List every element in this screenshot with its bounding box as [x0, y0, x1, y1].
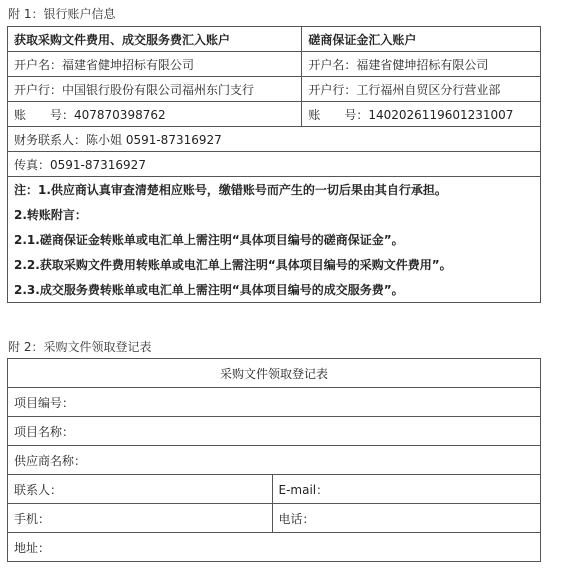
- table-row: [8, 533, 541, 562]
- appendix1-caption: 附 1：银行账户信息: [8, 7, 116, 21]
- table-row: [8, 102, 541, 127]
- table-row: [8, 277, 541, 303]
- finance-contact: 财务联系人：陈小姐 0591-87316927: [8, 127, 541, 152]
- table-row: [8, 77, 541, 102]
- mobile-field[interactable]: 手机：: [8, 504, 273, 533]
- form-title: 采购文件领取登记表: [8, 359, 541, 388]
- note-line: 2.3.成交服务费转账单或电汇单上需注明“具体项目编号的成交服务费”。: [8, 277, 541, 303]
- fee-account-number: 账 号：407870398762: [8, 102, 302, 127]
- table-row: [8, 202, 541, 227]
- table-row: [8, 252, 541, 277]
- appendix2-caption: 附 2：采购文件领取登记表: [8, 340, 152, 354]
- project-name-field[interactable]: 项目名称：: [8, 417, 541, 446]
- note-line: 2.1.磋商保证金转账单或电汇单上需注明“具体项目编号的磋商保证金”。: [8, 227, 541, 252]
- table-row: [8, 227, 541, 252]
- table-row: [8, 388, 541, 417]
- table-row: [8, 475, 541, 504]
- fee-account-name: 开户名：福建省健坤招标有限公司: [8, 52, 302, 77]
- project-number-field[interactable]: 项目编号：: [8, 388, 541, 417]
- table-row: [8, 127, 541, 152]
- table-row: [8, 504, 541, 533]
- table-row: [8, 417, 541, 446]
- registration-form-table: [7, 358, 541, 562]
- table-row: [8, 152, 541, 177]
- fee-account-bank: 开户行：中国银行股份有限公司福州东门支行: [8, 77, 302, 102]
- email-field[interactable]: E-mail：: [272, 475, 541, 504]
- supplier-name-field[interactable]: 供应商名称：: [8, 446, 541, 475]
- note-line: 注：1.供应商认真审查清楚相应账号，缴错账号而产生的一切后果由其自行承担。: [8, 177, 541, 203]
- note-line: 2.2.获取采购文件费用转账单或电汇单上需注明“具体项目编号的采购文件费用”。: [8, 252, 541, 277]
- table-row: [8, 52, 541, 77]
- fax-number: 传真：0591-87316927: [8, 152, 541, 177]
- deposit-account-name: 开户名：福建省健坤招标有限公司: [302, 52, 541, 77]
- table-row: [8, 446, 541, 475]
- address-field[interactable]: 地址：: [8, 533, 541, 562]
- phone-field[interactable]: 电话：: [272, 504, 541, 533]
- fee-account-header: 获取采购文件费用、成交服务费汇入账户: [8, 27, 302, 52]
- table-row: [8, 359, 541, 388]
- table-row: [8, 27, 541, 52]
- deposit-account-bank: 开户行：工行福州自贸区分行营业部: [302, 77, 541, 102]
- bank-account-table: [7, 26, 541, 303]
- deposit-account-header: 磋商保证金汇入账户: [302, 27, 541, 52]
- note-line: 2.转账附言：: [8, 202, 541, 227]
- contact-person-field[interactable]: 联系人：: [8, 475, 273, 504]
- table-row: [8, 177, 541, 203]
- deposit-account-number: 账 号：1402026119601231007: [302, 102, 541, 127]
